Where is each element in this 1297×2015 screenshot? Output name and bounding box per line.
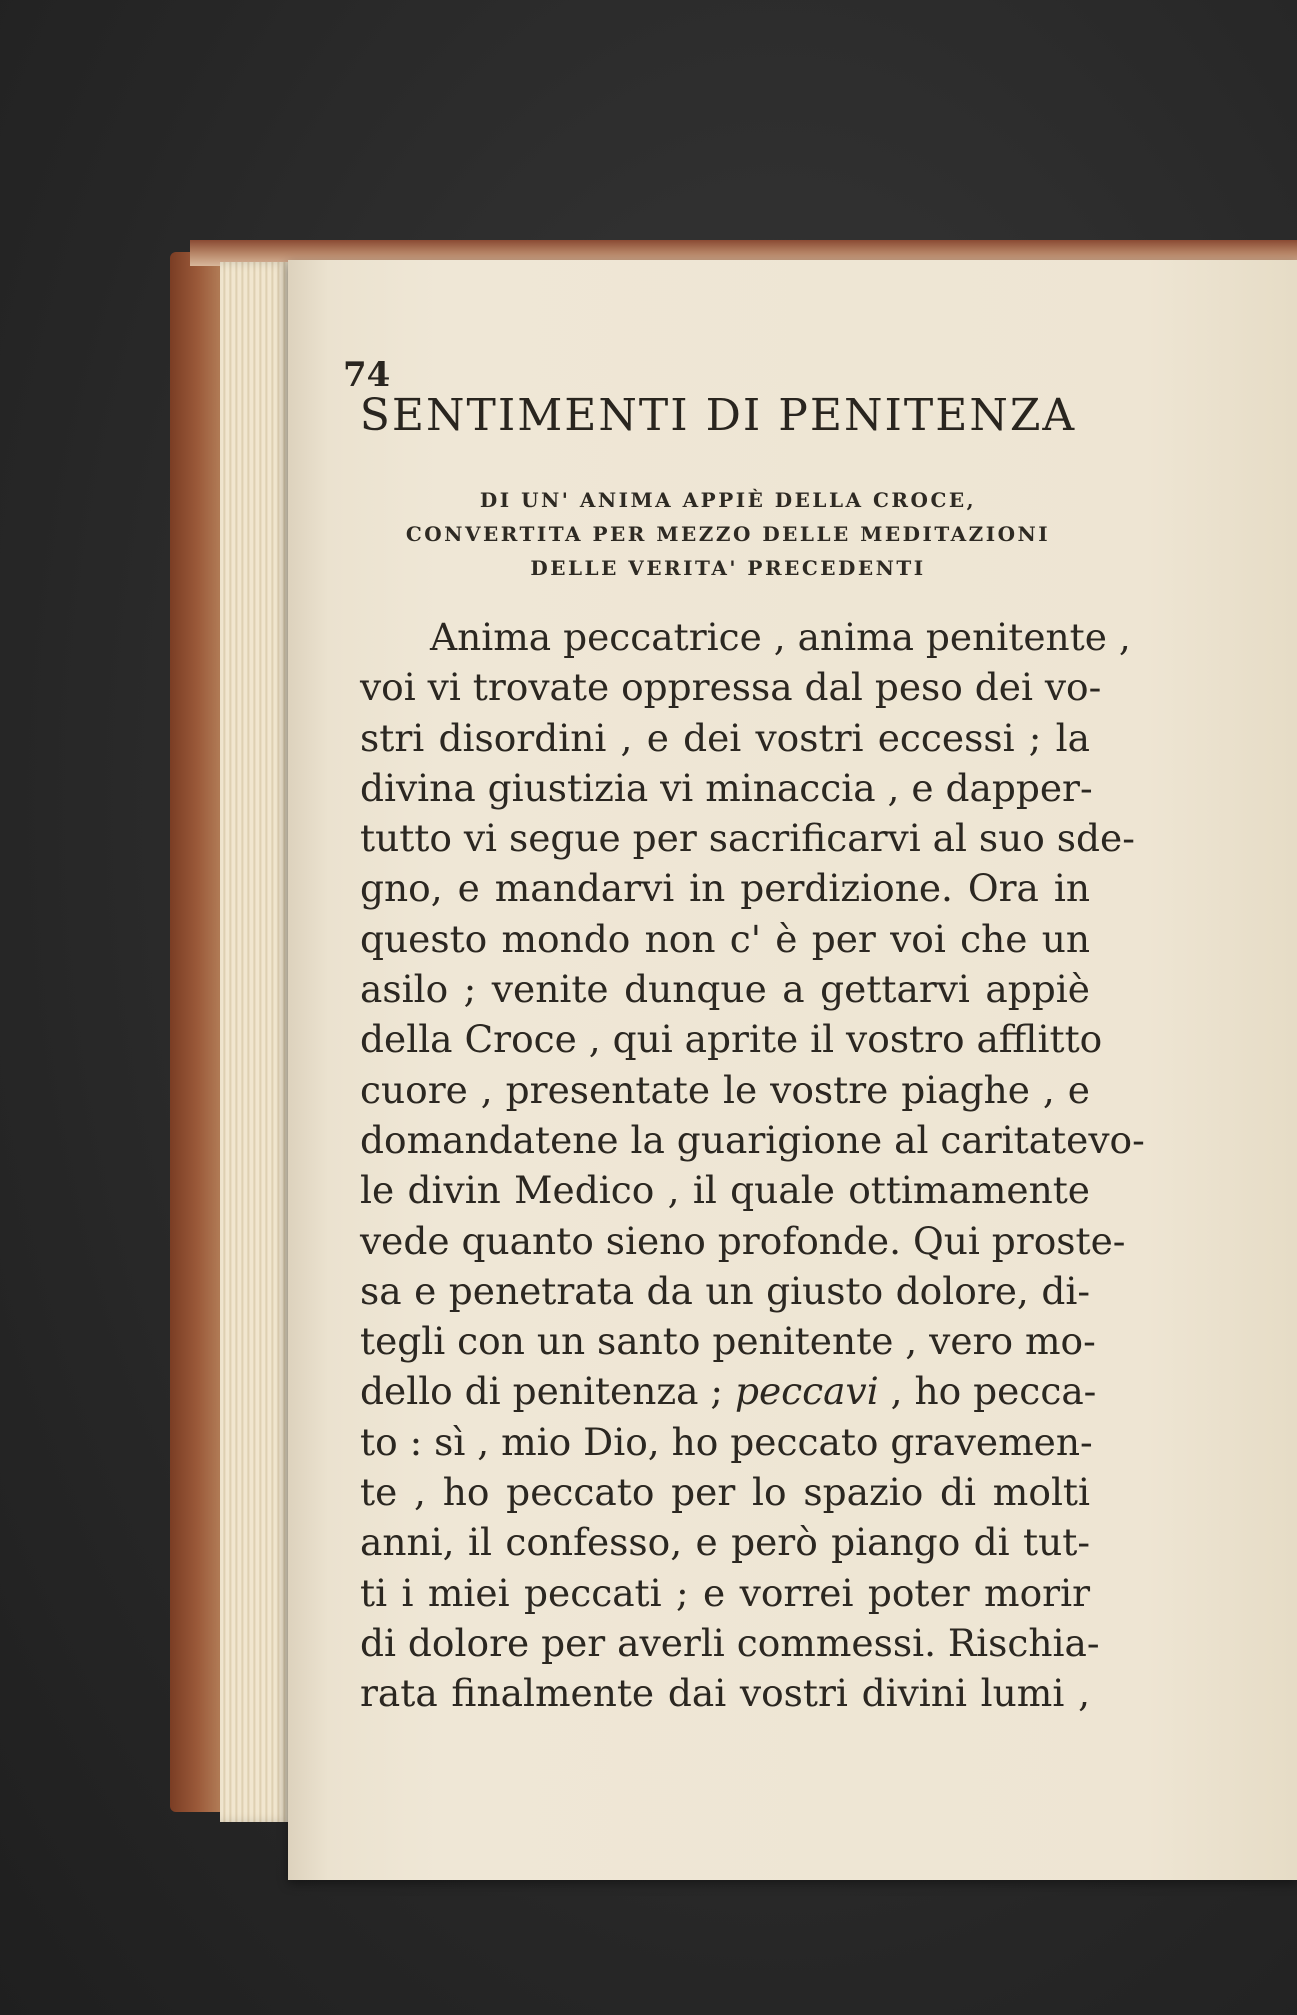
text-line: questo mondo non c' è per voi che un bbox=[360, 916, 1090, 961]
page-number: 74 bbox=[343, 355, 391, 395]
text-line: asilo ; venite dunque a gettarvi appiè bbox=[360, 967, 1090, 1012]
text-line: to : sì , mio Dio, ho peccato gravemen- bbox=[360, 1419, 1093, 1464]
text-segment: dello di penitenza ; bbox=[360, 1369, 724, 1414]
text-line: sa e penetrata da un giusto dolore, di- bbox=[360, 1268, 1090, 1313]
text-line: le divin Medico , il quale ottimamente bbox=[360, 1168, 1090, 1213]
subtitle-line: DI UN' ANIMA APPIÈ DELLA CROCE, bbox=[479, 488, 977, 512]
body-text bbox=[360, 612, 1145, 1719]
text-line: anni, il confesso, e però piango di tut- bbox=[360, 1520, 1090, 1565]
text-line: cuore , presentate le vostre piaghe , e bbox=[360, 1067, 1090, 1112]
text-line: tegli con un santo penitente , vero mo- bbox=[360, 1319, 1096, 1364]
chapter-title: SENTIMENTI DI PENITENZA bbox=[359, 390, 1077, 441]
text-line: vede quanto sieno profonde. Qui proste- bbox=[360, 1218, 1126, 1263]
text-line: rata finalmente dai vostri divini lumi , bbox=[360, 1671, 1090, 1716]
text-line: divina giustizia vi minaccia , e dapper- bbox=[360, 765, 1093, 810]
text-segment: , ho pecca- bbox=[890, 1369, 1097, 1414]
page-edges bbox=[220, 262, 290, 1822]
subtitle-line: DELLE VERITA' PRECEDENTI bbox=[530, 556, 926, 580]
text-line: te , ho peccato per lo spazio di molti bbox=[360, 1470, 1090, 1515]
text-line: voi vi trovate oppressa dal peso dei vo- bbox=[360, 665, 1102, 710]
text-line: della Croce , qui aprite il vostro afflitto bbox=[360, 1017, 1103, 1062]
text-line-mixed bbox=[360, 1366, 1097, 1416]
open-book bbox=[170, 240, 1297, 1900]
text-line: stri disordini , e dei vostri eccessi ; la bbox=[360, 715, 1090, 760]
text-line: gno, e mandarvi in perdizione. Ora in bbox=[360, 866, 1090, 911]
text-line: tutto vi segue per sacrificarvi al suo sde- bbox=[360, 816, 1135, 861]
subtitle-line: CONVERTITA PER MEZZO DELLE MEDITAZIONI bbox=[405, 522, 1051, 546]
text-line: di dolore per averli commessi. Rischia- bbox=[360, 1620, 1100, 1665]
book-page bbox=[288, 260, 1297, 1880]
text-line: ti i miei peccati ; e vorrei poter morir bbox=[360, 1570, 1090, 1615]
text-line: Anima peccatrice , anima penitente , bbox=[430, 615, 1131, 659]
text-line: domandatene la guarigione al caritatevo- bbox=[360, 1117, 1145, 1162]
italic-word: peccavi bbox=[734, 1369, 879, 1414]
